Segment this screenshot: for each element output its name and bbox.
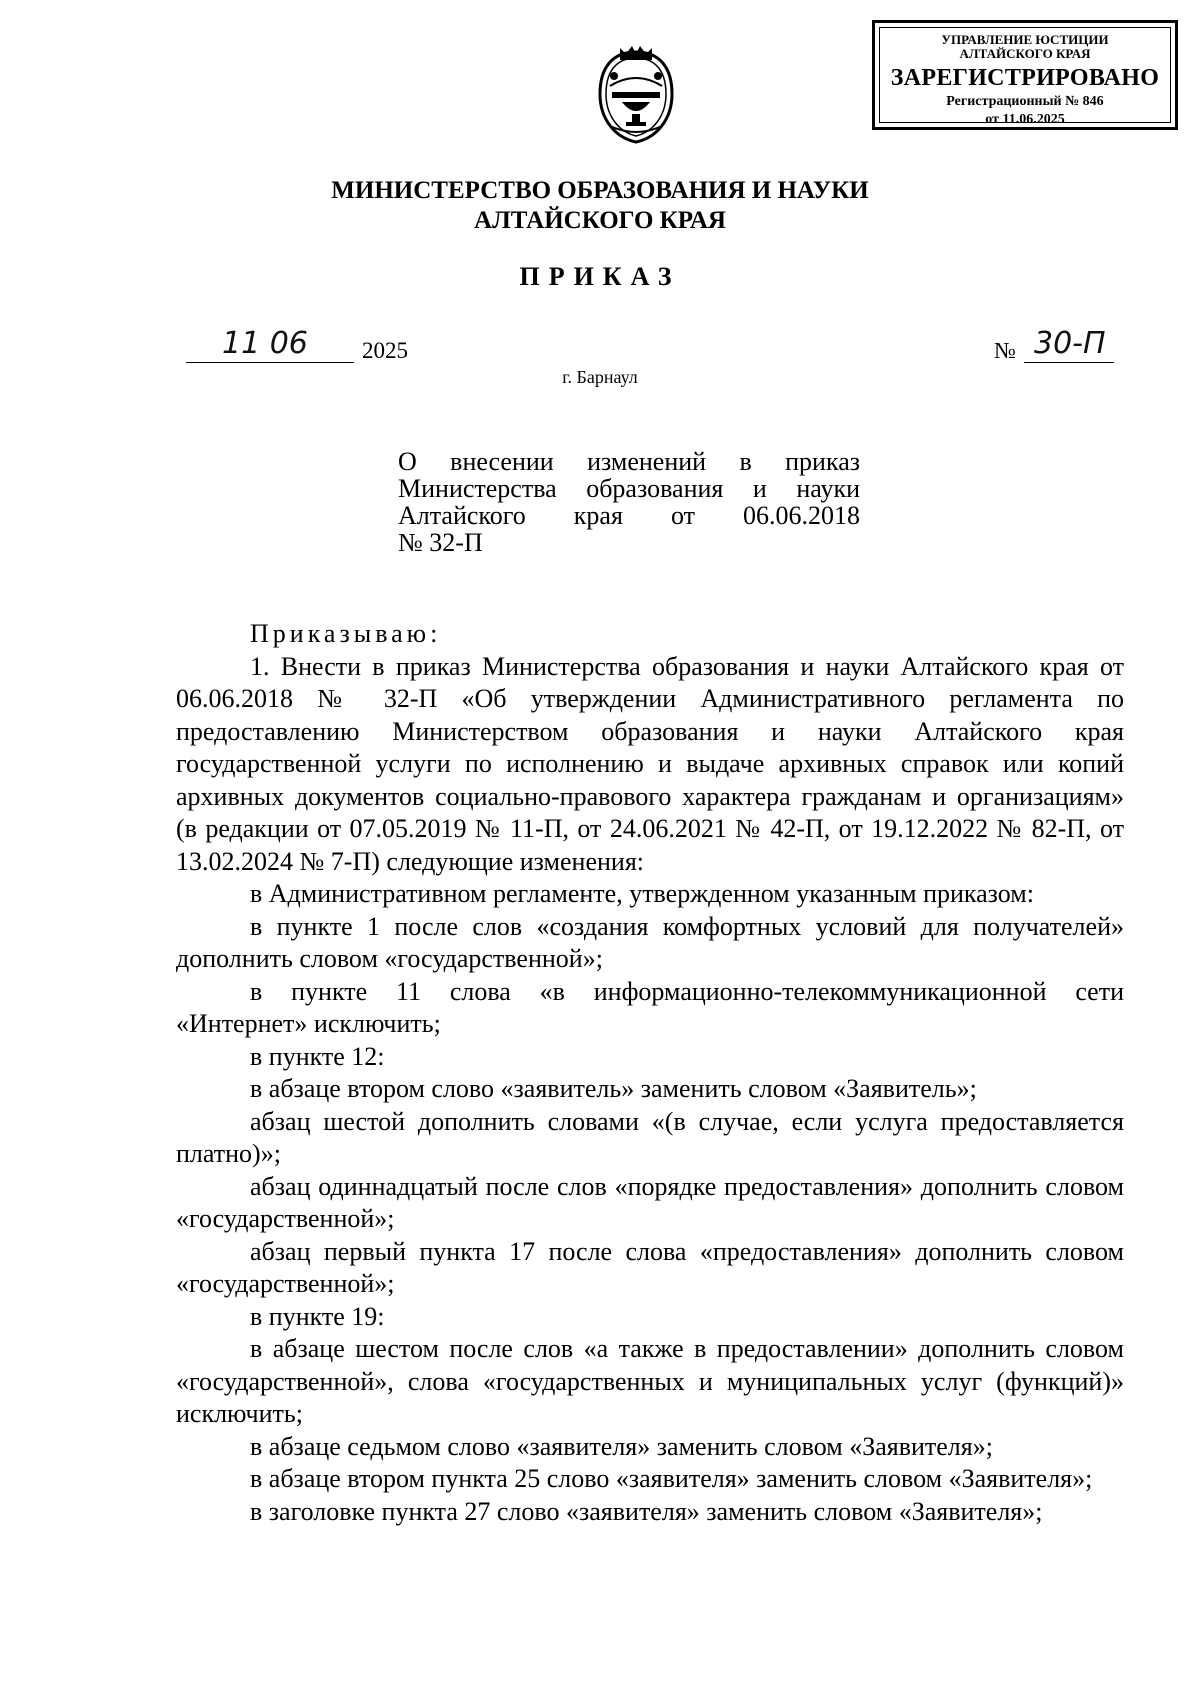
- stamp-authority-line2: АЛТАЙСКОГО КРАЯ: [959, 46, 1091, 61]
- body-paragraph: в абзаце шестом после слов «а также в предоставлении» дополнить словом «государственной», слова «государственных и муниципальных услуг (функций)» исключить;: [176, 1334, 1124, 1428]
- stamp-reg-date: от 11.06.2025: [985, 112, 1065, 127]
- body-paragraph: в пункте 1 после слов «создания комфортных условий для получателей» дополнить словом «государственной»;: [176, 911, 1124, 973]
- stamp-reg-number: Регистрационный № 846: [946, 94, 1104, 109]
- body-paragraph: 1. Внести в приказ Министерства образования и науки Алтайского края от 06.06.2018 № 32-П «Об утверждении Административного регламента по предоставлению Министерством образования и науки Алтайского края государственной услуги по исполнению и выдаче архивных справок или копий архивных документов социально-правового характера гражданам и организациям» (в редакции от 07.05.2019 № 11-П, от 24.06.2021 № 42-П, от 19.12.2022 № 82-П, от 13.02.2024 № 7-П) следующие изменения:: [176, 651, 1124, 876]
- body-paragraph: в пункте 19:: [250, 1301, 385, 1331]
- coat-of-arms-emblem: [590, 42, 682, 146]
- body-paragraph: в пункте 11 слова «в информационно-телекоммуникационной сети «Интернет» исключить;: [176, 976, 1124, 1038]
- body-paragraph: абзац одиннадцатый после слов «порядке предоставления» дополнить словом «государственной»;: [176, 1171, 1124, 1233]
- order-directive: Приказываю:: [250, 619, 442, 648]
- body-paragraph: абзац первый пункта 17 после слова «предоставления» дополнить словом «государственной»;: [176, 1236, 1124, 1298]
- number-label: №: [994, 338, 1016, 363]
- body-paragraph: абзац шестой дополнить словами «(в случае, если услуга предоставляется платно)»;: [176, 1106, 1124, 1168]
- order-body: [176, 618, 1124, 1528]
- number-underline: [1024, 362, 1114, 363]
- ministry-name-line1: МИНИСТЕРСТВО ОБРАЗОВАНИЯ И НАУКИ: [331, 177, 869, 204]
- body-paragraph: в абзаце седьмом слово «заявителя» заменить словом «Заявителя»;: [250, 1431, 993, 1461]
- subject-line: Алтайского края от 06.06.2018: [398, 501, 860, 530]
- body-paragraph: в пункте 12:: [250, 1041, 385, 1071]
- ministry-name-line2: АЛТАЙСКОГО КРАЯ: [474, 207, 726, 234]
- body-paragraph: в абзаце втором слово «заявитель» заменить словом «Заявитель»;: [250, 1074, 977, 1103]
- subject-line: № 32-П: [398, 528, 483, 557]
- stamp-authority-line1: УПРАВЛЕНИЕ ЮСТИЦИИ: [941, 32, 1109, 47]
- body-paragraph: в абзаце втором пункта 25 слово «заявителя» заменить словом «Заявителя»;: [250, 1464, 1093, 1493]
- handwritten-date: 11 06: [222, 326, 308, 361]
- subject-line: О внесении изменений в приказ: [398, 447, 860, 476]
- date-underline: [186, 362, 354, 363]
- subject-line: Министерства образования и науки: [398, 474, 860, 503]
- body-paragraph: в заголовке пункта 27 слово «заявителя» заменить словом «Заявителя»;: [250, 1496, 1043, 1526]
- stamp-status: ЗАРЕГИСТРИРОВАНО: [890, 65, 1160, 91]
- order-year: 2025: [362, 338, 408, 363]
- handwritten-number: 30-П: [1034, 326, 1106, 361]
- order-subject: [398, 448, 860, 556]
- city-name: г. Барнаул: [562, 367, 638, 387]
- document-type-title: ПРИКАЗ: [519, 262, 681, 291]
- registration-stamp: [872, 20, 1178, 130]
- body-paragraph: в Административном регламенте, утвержденном указанным приказом:: [250, 879, 1034, 908]
